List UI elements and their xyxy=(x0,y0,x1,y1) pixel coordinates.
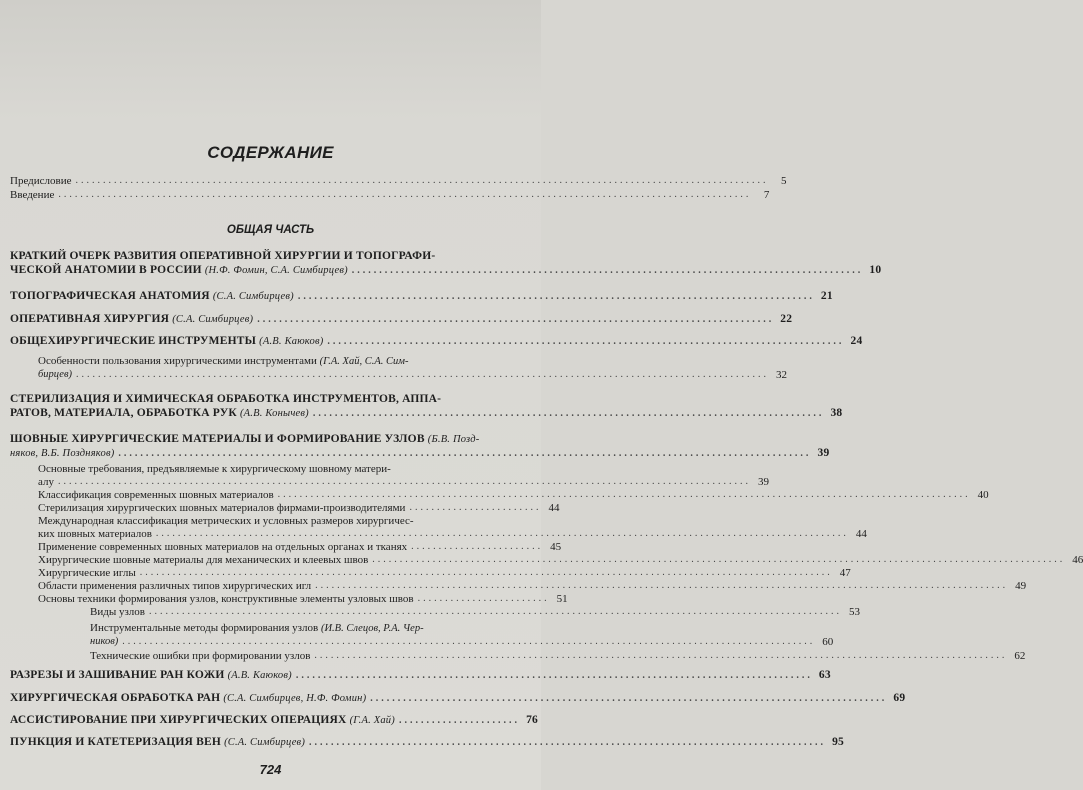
leader-dots: .............................................................................................. xyxy=(370,693,888,704)
leader-dots: .............................................................................................................................. xyxy=(76,368,770,380)
leader-dots: .............................................................................................................................. xyxy=(149,606,842,617)
entry-page: 45 xyxy=(550,541,562,553)
toc-entry xyxy=(38,554,1083,567)
leader-dots: .............................................................................................................................. xyxy=(277,489,971,500)
leader-dots: .............................................................................................. xyxy=(327,336,845,347)
entry-title: Основы техники формирования узлов, конструктивные элементы узловых швов xyxy=(38,593,414,605)
entry-page: 21 xyxy=(820,290,833,302)
entry-title: ХИРУРГИЧЕСКАЯ ОБРАБОТКА РАН xyxy=(10,692,221,704)
entry-page: 24 xyxy=(850,335,863,347)
leader-dots: ...................... xyxy=(398,715,520,726)
toc-entry xyxy=(38,580,1027,593)
entry-author: (С.А. Симбирцев) xyxy=(172,314,254,325)
entry-title-cont: РАТОВ, МАТЕРИАЛА, ОБРАБОТКА РУК xyxy=(10,406,237,419)
toc-entry xyxy=(90,606,860,619)
toc-entry xyxy=(38,463,769,488)
entry-title: Классификация современных шовных материалов xyxy=(38,489,274,501)
entry-page: 40 xyxy=(977,489,989,501)
entry-title: Хирургические иглы xyxy=(38,567,136,579)
entry-title: ТОПОГРАФИЧЕСКАЯ АНАТОМИЯ xyxy=(10,290,210,302)
toc-entry xyxy=(38,489,989,502)
leader-dots: .............................................................................................................................. xyxy=(118,447,812,459)
toc-entry xyxy=(10,290,833,304)
entry-page: 60 xyxy=(822,635,834,648)
entry-page: 44 xyxy=(548,502,560,514)
leader-dots: .............................................................................................................................. xyxy=(139,567,833,578)
entry-title-cont: алу xyxy=(38,475,54,488)
leader-dots: ............................................................................................. xyxy=(312,407,825,419)
entry-title: Стерилизация хирургических шовных материалов фирмами-производителями xyxy=(38,502,406,514)
leader-dots: .............................................................................................. xyxy=(257,314,775,325)
entry-title: Виды узлов xyxy=(90,606,145,618)
entry-title: Области применения различных типов хирургических игл xyxy=(38,580,312,592)
entry-author: (И.В. Слецов, Р.А. Чер- xyxy=(320,623,424,634)
entry-title: Международная классификация метрических и условных размеров хирургичес- xyxy=(38,515,414,527)
page-number: 724 xyxy=(259,762,282,777)
leader-dots: .............................................................................................................................. xyxy=(75,175,769,186)
entry-title: КРАТКИЙ ОЧЕРК РАЗВИТИЯ ОПЕРАТИВНОЙ ХИРУРГИИ И ТОПОГРАФИ- xyxy=(10,250,436,262)
entry-author-cont: бирцев) xyxy=(38,368,73,380)
leader-dots: .............................................................................................. xyxy=(309,737,827,748)
leader-dots: .............................................................................................. xyxy=(297,291,815,302)
entry-title: АССИСТИРОВАНИЕ ПРИ ХИРУРГИЧЕСКИХ ОПЕРАЦИЯХ xyxy=(10,714,347,726)
toc-entry xyxy=(10,335,863,349)
toc-entry xyxy=(90,650,1026,663)
entry-author-cont: няков, В.Б. Поздняков) xyxy=(10,447,115,459)
leader-dots: ............................................................................................. xyxy=(351,264,864,276)
entry-page: 63 xyxy=(818,669,831,681)
toc-entry xyxy=(10,736,845,750)
leader-dots: ........................ xyxy=(411,541,544,552)
entry-author: (Б.В. Позд- xyxy=(427,434,480,445)
leader-dots: .............................................................................................................................. xyxy=(57,475,751,487)
entry-page: 62 xyxy=(1014,650,1026,662)
toc-entry xyxy=(10,250,882,277)
toc-entry xyxy=(10,393,843,420)
leader-dots: .............................................................................................................................. xyxy=(122,635,816,647)
entry-title: Особенности пользования хирургическими инструментами xyxy=(38,355,317,367)
entry-page: 44 xyxy=(855,527,867,540)
entry-page: 49 xyxy=(1015,580,1027,592)
entry-title-cont: ЧЕСКОЙ АНАТОМИИ В РОССИИ xyxy=(10,263,202,276)
entry-title: ОБЩЕХИРУРГИЧЕСКИЕ ИНСТРУМЕНТЫ xyxy=(10,335,257,347)
leader-dots: .............................................................................................................................. xyxy=(314,650,1008,661)
toc-entry xyxy=(10,692,906,706)
entry-title-cont: ких шовных материалов xyxy=(38,527,152,540)
section-title: ОБЩАЯ ЧАСТЬ xyxy=(226,224,315,236)
entry-title: ОПЕРАТИВНАЯ ХИРУРГИЯ xyxy=(10,313,170,325)
entry-page: 46 xyxy=(1072,554,1083,566)
entry-page: 69 xyxy=(893,692,906,704)
entry-title: Предисловие xyxy=(10,175,72,187)
entry-author: (С.А. Симбирцев) xyxy=(212,291,294,302)
entry-author: (Г.А. Хай, С.А. Сим- xyxy=(319,356,409,367)
toc-entry xyxy=(10,189,770,202)
entry-title: ШОВНЫЕ ХИРУРГИЧЕСКИЕ МАТЕРИАЛЫ И ФОРМИРОВАНИЕ УЗЛОВ xyxy=(10,433,425,445)
page-title: СОДЕРЖАНИЕ xyxy=(207,143,334,162)
entry-page: 10 xyxy=(869,263,882,276)
entry-title: Основные требования, предъявляемые к хирургическому шовному матери- xyxy=(38,463,391,475)
toc-entry xyxy=(10,313,793,327)
entry-title: Хирургические шовные материалы для механических и клеевых швов xyxy=(38,554,369,566)
entry-author: (Г.А. Хай) xyxy=(349,715,395,726)
entry-author-cont: ников) xyxy=(90,635,119,647)
leader-dots: .............................................................................................................................. xyxy=(58,189,752,200)
entry-author: (А.В. Каюков) xyxy=(227,670,292,681)
entry-author: (А.В. Конычев) xyxy=(239,407,309,419)
toc-entry xyxy=(10,669,831,683)
entry-page: 39 xyxy=(757,475,769,488)
leader-dots: .............................................................................................. xyxy=(295,670,813,681)
toc-entry xyxy=(90,622,834,648)
entry-title: ПУНКЦИЯ И КАТЕТЕРИЗАЦИЯ ВЕН xyxy=(10,736,221,748)
leader-dots: .............................................................................................................................. xyxy=(315,580,1009,591)
leader-dots: .............................................................................................................................. xyxy=(155,527,849,539)
toc-entry xyxy=(10,714,538,728)
entry-page: 38 xyxy=(830,406,843,419)
entry-page: 76 xyxy=(526,714,538,726)
entry-page: 95 xyxy=(832,736,845,748)
toc-entry xyxy=(38,502,560,515)
entry-page: 51 xyxy=(556,593,568,605)
entry-page: 5 xyxy=(781,175,787,187)
entry-page: 22 xyxy=(780,313,793,325)
toc-entry xyxy=(38,593,568,606)
entry-page: 7 xyxy=(763,189,770,201)
entry-title: Применение современных шовных материалов на отдельных органах и тканях xyxy=(38,541,408,553)
entry-title: Инструментальные методы формирования узлов xyxy=(90,622,319,634)
entry-author: (А.В. Каюков) xyxy=(259,336,324,347)
entry-author: (Н.Ф. Фомин, С.А. Симбирцев) xyxy=(204,264,348,276)
entry-page: 39 xyxy=(817,446,830,459)
entry-title: РАЗРЕЗЫ И ЗАШИВАНИЕ РАН КОЖИ xyxy=(10,669,225,681)
toc-entry xyxy=(38,567,851,580)
entry-page: 53 xyxy=(849,606,860,618)
entry-author: (С.А. Симбирцев, Н.Ф. Фомин) xyxy=(223,693,367,704)
entry-title: Введение xyxy=(10,189,55,201)
leader-dots: .............................................................................................................................. xyxy=(372,554,1066,565)
entry-author: (С.А. Симбирцев) xyxy=(224,737,306,748)
entry-title: СТЕРИЛИЗАЦИЯ И ХИМИЧЕСКАЯ ОБРАБОТКА ИНСТРУМЕНТОВ, АППА- xyxy=(10,393,442,405)
leader-dots: ........................ xyxy=(409,502,542,513)
toc-entry xyxy=(10,433,830,460)
toc-entry xyxy=(10,175,787,188)
toc-entry xyxy=(38,541,562,554)
toc-entry xyxy=(38,355,788,381)
entry-page: 47 xyxy=(839,567,851,579)
toc-entry xyxy=(38,515,867,540)
leader-dots: ........................ xyxy=(417,593,550,604)
entry-page: 32 xyxy=(776,368,788,381)
entry-title: Технические ошибки при формировании узлов xyxy=(90,650,311,662)
